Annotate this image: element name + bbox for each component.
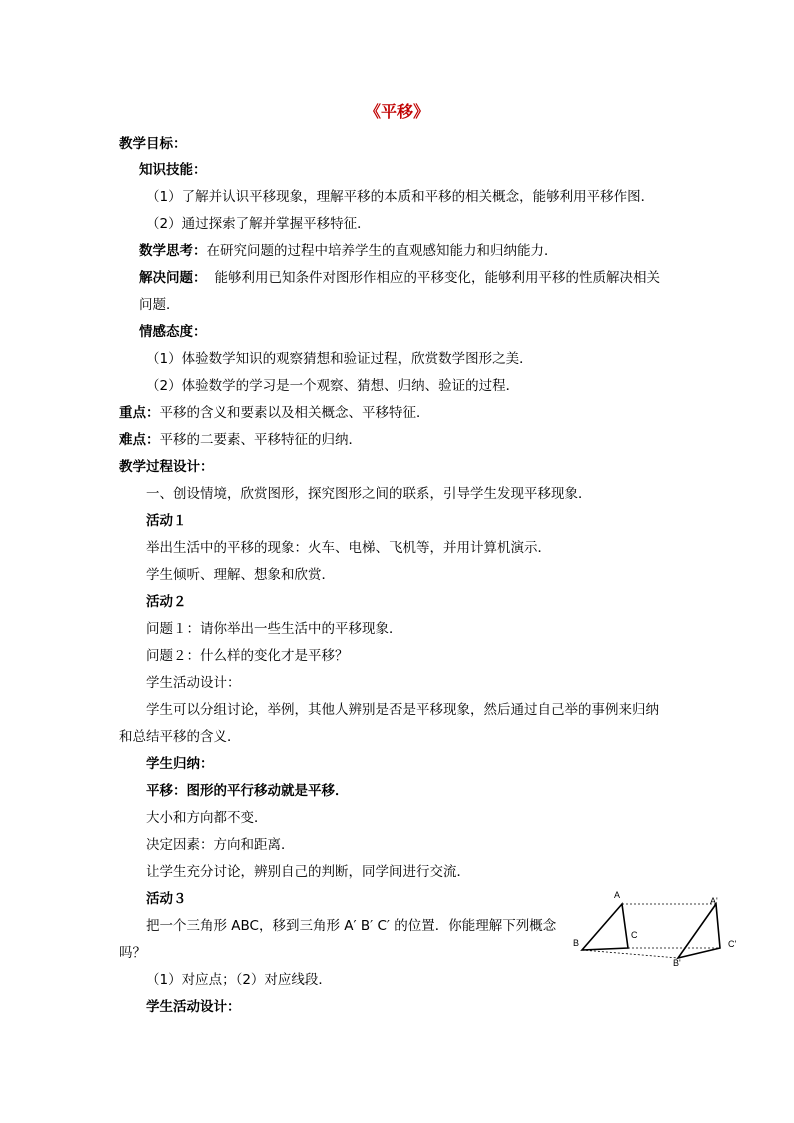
text-line: 和总结平移的含义．	[119, 729, 241, 745]
subheading-attitude: 情感态度：	[139, 324, 207, 340]
page-title: 《平移》	[364, 102, 429, 121]
text-line: 举出生活中的平移的现象：火车、电梯、飞机等，并用计算机演示．	[146, 540, 551, 556]
text-key-points: 平移的含义和要素以及相关概念、平移特征．	[159, 405, 430, 421]
text-line: 学生活动设计：	[146, 675, 241, 691]
text-line: 学生可以分组讨论，举例，其他人辨别是否是平移现象，然后通过自己举的事例来归纳	[146, 702, 659, 718]
text-line	[139, 241, 558, 261]
text-line: （2）通过探索了解并掌握平移特征．	[146, 216, 371, 232]
label-b-prime: B'	[673, 958, 681, 966]
text-line: 吗？	[119, 945, 146, 961]
text-line: （2）体验数学的学习是一个观察、猜想、归纳、验证的过程．	[146, 378, 520, 394]
text-line: （1）了解并认识平移现象，理解平移的本质和平移的相关概念，能够利用平移作图．	[146, 189, 655, 205]
subheading-activity-3: 活动３	[146, 891, 187, 907]
label-a: A	[614, 890, 621, 900]
label-key-points: 重点：	[119, 405, 160, 421]
label-difficulties: 难点：	[119, 432, 160, 448]
text-line: 问题．	[139, 297, 180, 313]
text-line: 大小和方向都不变．	[146, 810, 268, 826]
subheading-student-summary: 学生归纳：	[146, 756, 214, 772]
text-problem-solving: 能够利用已知条件对图形作相应的平移变化，能够利用平移的性质解决相关	[214, 270, 660, 286]
text-line	[119, 430, 362, 450]
definition-translation: 平移：图形的平行移动就是平移．	[146, 783, 349, 799]
text-line: 让学生充分讨论，辨别自己的判断，同学间进行交流．	[146, 864, 470, 880]
heading-process-design: 教学过程设计：	[119, 459, 214, 475]
text-line: （1）体验数学知识的观察猜想和验证过程，欣赏数学图形之美．	[146, 351, 533, 367]
label-problem-solving: 解决问题：	[139, 270, 207, 286]
subheading-activity-2: 活动２	[146, 594, 187, 610]
text-math-thinking: 在研究问题的过程中培养学生的直观感知能力和归纳能力．	[206, 243, 558, 259]
text-line: （1）对应点；（2）对应线段．	[146, 972, 332, 988]
label-a-prime: A'	[710, 896, 718, 906]
text-line: 问题１：请你举出一些生活中的平移现象．	[146, 621, 403, 637]
label-math-thinking: 数学思考：	[139, 243, 207, 259]
subheading-student-activity: 学生活动设计：	[146, 999, 241, 1015]
text-line: 一、创设情境，欣赏图形，探究图形之间的联系，引导学生发现平移现象．	[146, 486, 592, 502]
label-c-prime: C'	[728, 939, 737, 949]
heading-teaching-goals: 教学目标：	[119, 136, 187, 152]
text-line	[119, 403, 430, 423]
text-line	[139, 268, 660, 288]
label-b: B	[573, 938, 580, 948]
subheading-knowledge-skills: 知识技能：	[139, 162, 207, 178]
text-line: 决定因素：方向和距离．	[146, 837, 295, 853]
text-difficulties: 平移的二要素、平移特征的归纳．	[159, 432, 362, 448]
triangle-abc-prime	[678, 904, 720, 958]
dotted-line-bb	[582, 950, 678, 958]
text-line: 问题２：什么样的变化才是平移？	[146, 648, 349, 664]
label-c: C	[631, 930, 638, 940]
translation-triangle-diagram	[570, 886, 750, 966]
text-line: 学生倾听、理解、想象和欣赏．	[146, 567, 335, 583]
triangle-abc	[582, 904, 628, 950]
subheading-activity-1: 活动１	[146, 513, 187, 529]
text-line: 把一个三角形 ABC，移到三角形 A′ B′ C′ 的位置．你能理解下列概念	[146, 918, 557, 934]
